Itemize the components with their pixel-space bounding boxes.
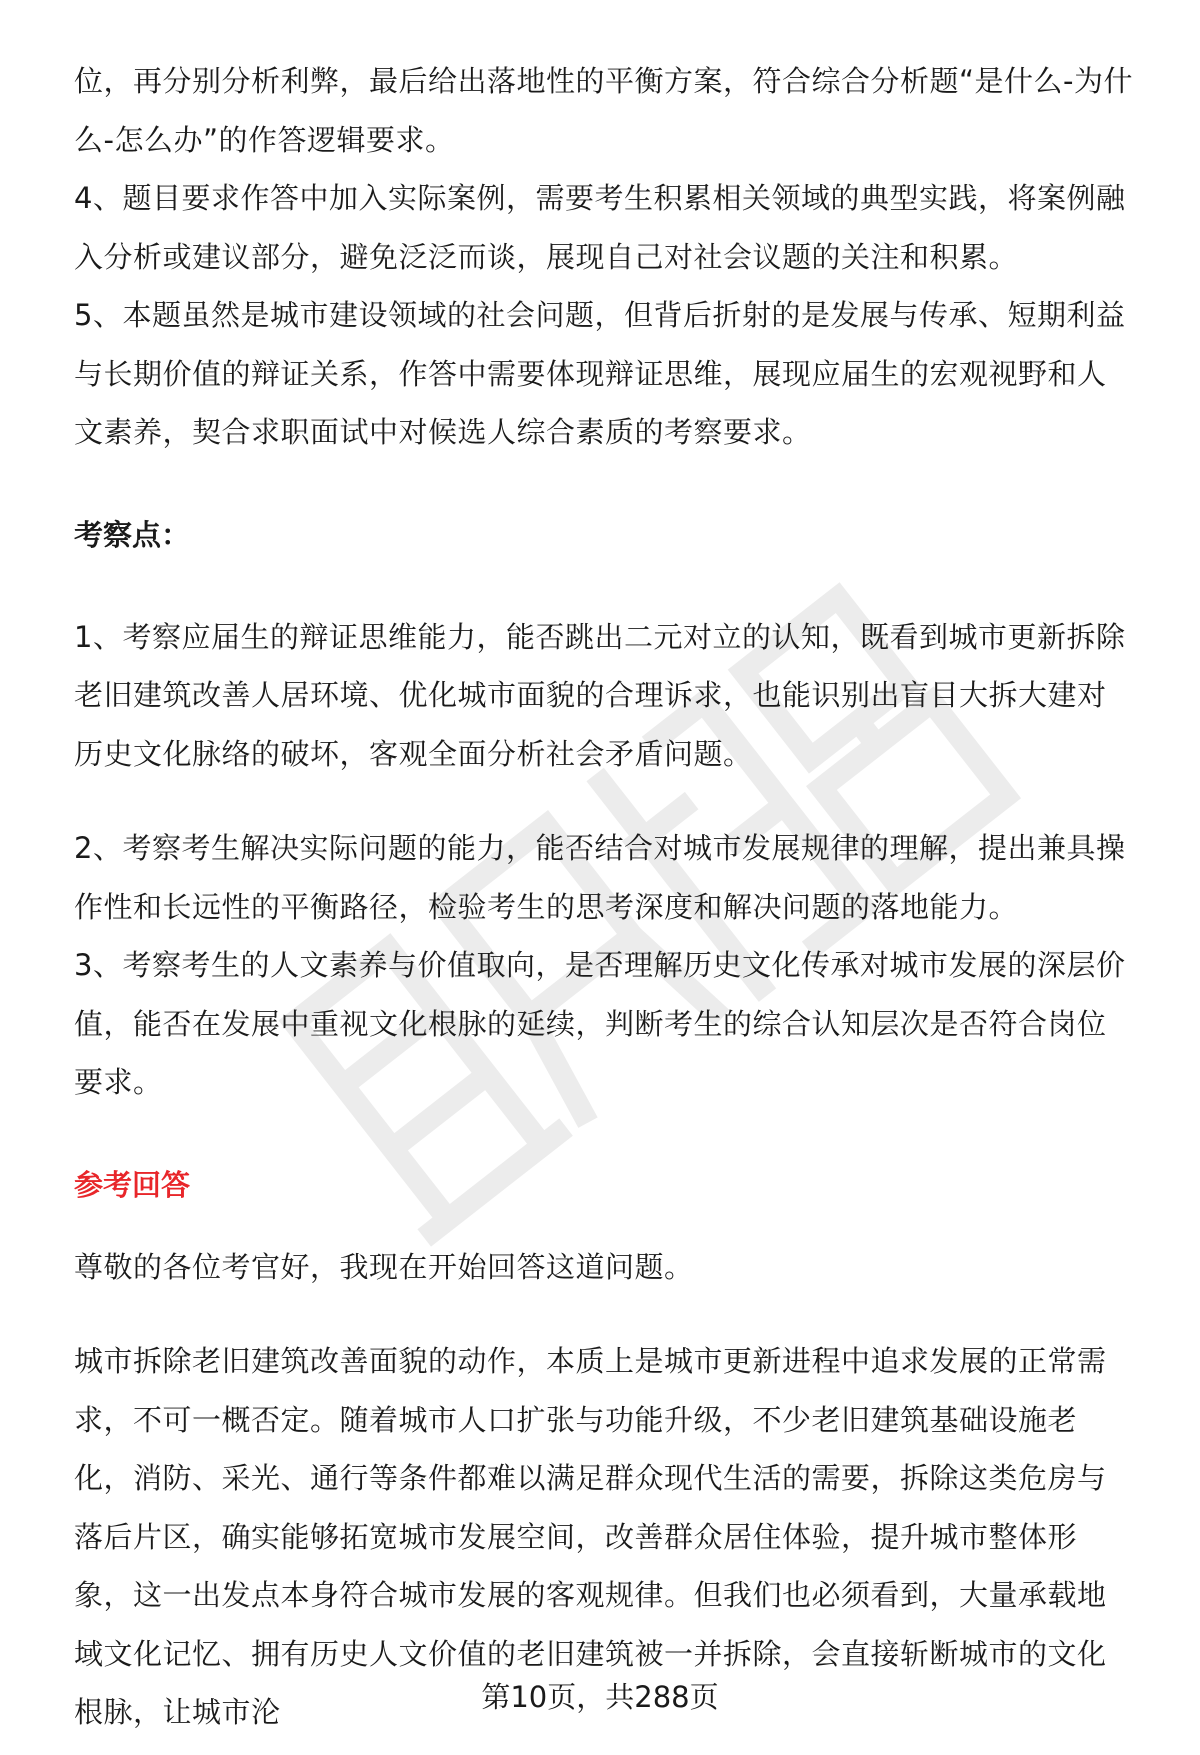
page-number-footer: 第10页，共288页 [481, 1680, 719, 1714]
paragraph-intro-1: 位，再分别分析利弊，最后给出落地性的平衡方案，符合综合分析题“是什么-为什么-怎么办”的作答逻辑要求。 [74, 64, 1133, 157]
answer-greeting: 尊敬的各位考官好，我现在开始回答这道问题。 [74, 1249, 694, 1284]
paragraph-intro-2: 4、题目要求作答中加入实际案例，需要考生积累相关领域的典型实践，将案例融入分析或建议部分，避免泛泛而谈，展现自己对社会议题的关注和积累。 [74, 181, 1126, 274]
point-item-1: 1、考察应届生的辩证思维能力，能否跳出二元对立的认知，既看到城市更新拆除老旧建筑改善人居环境、优化城市面貌的合理诉求，也能识别出盲目大拆大建对历史文化脉络的破坏，客观全面分析社会矛盾问题。 [74, 619, 1126, 771]
point-item-2: 2、考察考生解决实际问题的能力，能否结合对城市发展规律的理解，提出兼具操作性和长远性的平衡路径，检验考生的思考深度和解决问题的落地能力。 [74, 831, 1126, 924]
answer-body: 城市拆除老旧建筑改善面貌的动作，本质上是城市更新进程中追求发展的正常需求，不可一概否定。随着城市人口扩张与功能升级，不少老旧建筑基础设施老化，消防、采光、通行等条件都难以满足群众现代生活的需要，拆除这类危房与落后片区，确实能够拓宽城市发展空间，改善群众居住体验，提升城市整体形象，这一出发点本身符合城市发展的客观规律。但我们也必须看到，大量承载地域文化记忆、拥有历史人文价值的老旧建筑被一并拆除，会直接斩断城市的文化根脉，让城市沦 [74, 1344, 1107, 1729]
section-heading-answer: 参考回答 [74, 1167, 191, 1202]
point-item-3: 3、考察考生的人文素养与价值取向，是否理解历史文化传承对城市发展的深层价值，能否在发展中重视文化根脉的延续，判断考生的综合认知层次是否符合岗位要求。 [74, 948, 1126, 1099]
page-content [74, 52, 1134, 1742]
paragraph-intro-3: 5、本题虽然是城市建设领域的社会问题，但背后折射的是发展与传承、短期利益与长期价值的辩证关系，作答中需要体现辩证思维，展现应届生的宏观视野和人文素养，契合求职面试中对候选人综合素质的考察要求。 [74, 298, 1126, 449]
section-heading-points: 考察点： [74, 517, 191, 552]
